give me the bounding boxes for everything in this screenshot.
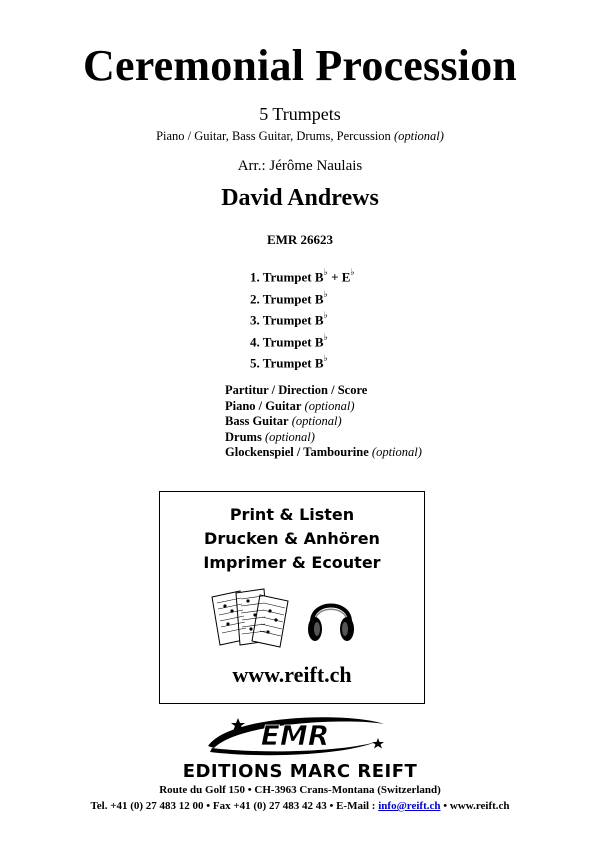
promo-line-en: Print & Listen bbox=[229, 505, 355, 524]
publisher-contact: Tel. +41 (0) 27 483 12 00 • Fax +41 (0) 27 483 42 43 • E-Mail : info@reift.ch • www.reift.ch bbox=[90, 800, 510, 812]
composer: David Andrews bbox=[221, 185, 379, 211]
part-item: 2. Trumpet B♭ bbox=[250, 288, 328, 306]
publisher-text: EDITIONS MARC REIFT bbox=[182, 761, 418, 780]
publisher-address: Route du Golf 150 • CH-3963 Crans-Montana (Switzerland) bbox=[159, 784, 441, 796]
extra-item: Drums (optional) bbox=[225, 429, 315, 444]
catalog-code: EMR 26623 bbox=[266, 232, 334, 247]
promo-line-fr: Imprimer & Ecouter bbox=[203, 553, 381, 572]
part-item: 5. Trumpet B♭ bbox=[250, 353, 328, 371]
emr-logo bbox=[200, 712, 390, 758]
extras-list bbox=[225, 383, 422, 461]
email-link[interactable]: info@reift.ch bbox=[378, 800, 441, 812]
print-listen-box[interactable] bbox=[159, 491, 425, 704]
extra-item: Glockenspiel / Tambourine (optional) bbox=[225, 445, 422, 459]
promo-url[interactable]: www.reift.ch bbox=[232, 662, 352, 687]
sheet-music-icon bbox=[208, 587, 292, 649]
extra-item: Partitur / Direction / Score bbox=[225, 383, 368, 397]
headphones-icon bbox=[306, 592, 356, 644]
arranger: Arr.: Jérôme Naulais bbox=[237, 158, 363, 174]
logo-brand-text: EMR bbox=[260, 719, 330, 752]
instrumentation-line bbox=[0, 129, 600, 144]
extra-item: Bass Guitar (optional) bbox=[225, 414, 342, 428]
part-item: 1. Trumpet B♭ + E♭ bbox=[250, 267, 355, 285]
publisher-name bbox=[150, 760, 450, 780]
score-title: Ceremonial Procession bbox=[83, 41, 517, 90]
extra-item: Piano / Guitar (optional) bbox=[225, 398, 355, 413]
part-item: 4. Trumpet B♭ bbox=[250, 331, 328, 349]
parts-list bbox=[250, 263, 355, 371]
instrumentation-text: Piano / Guitar, Bass Guitar, Drums, Percussion bbox=[156, 129, 391, 143]
part-item: 3. Trumpet B♭ bbox=[250, 310, 328, 328]
score-subtitle: 5 Trumpets bbox=[259, 104, 341, 124]
star-icon bbox=[372, 738, 384, 749]
instrumentation-optional: (optional) bbox=[393, 129, 444, 143]
promo-line-de: Drucken & Anhören bbox=[204, 529, 380, 548]
